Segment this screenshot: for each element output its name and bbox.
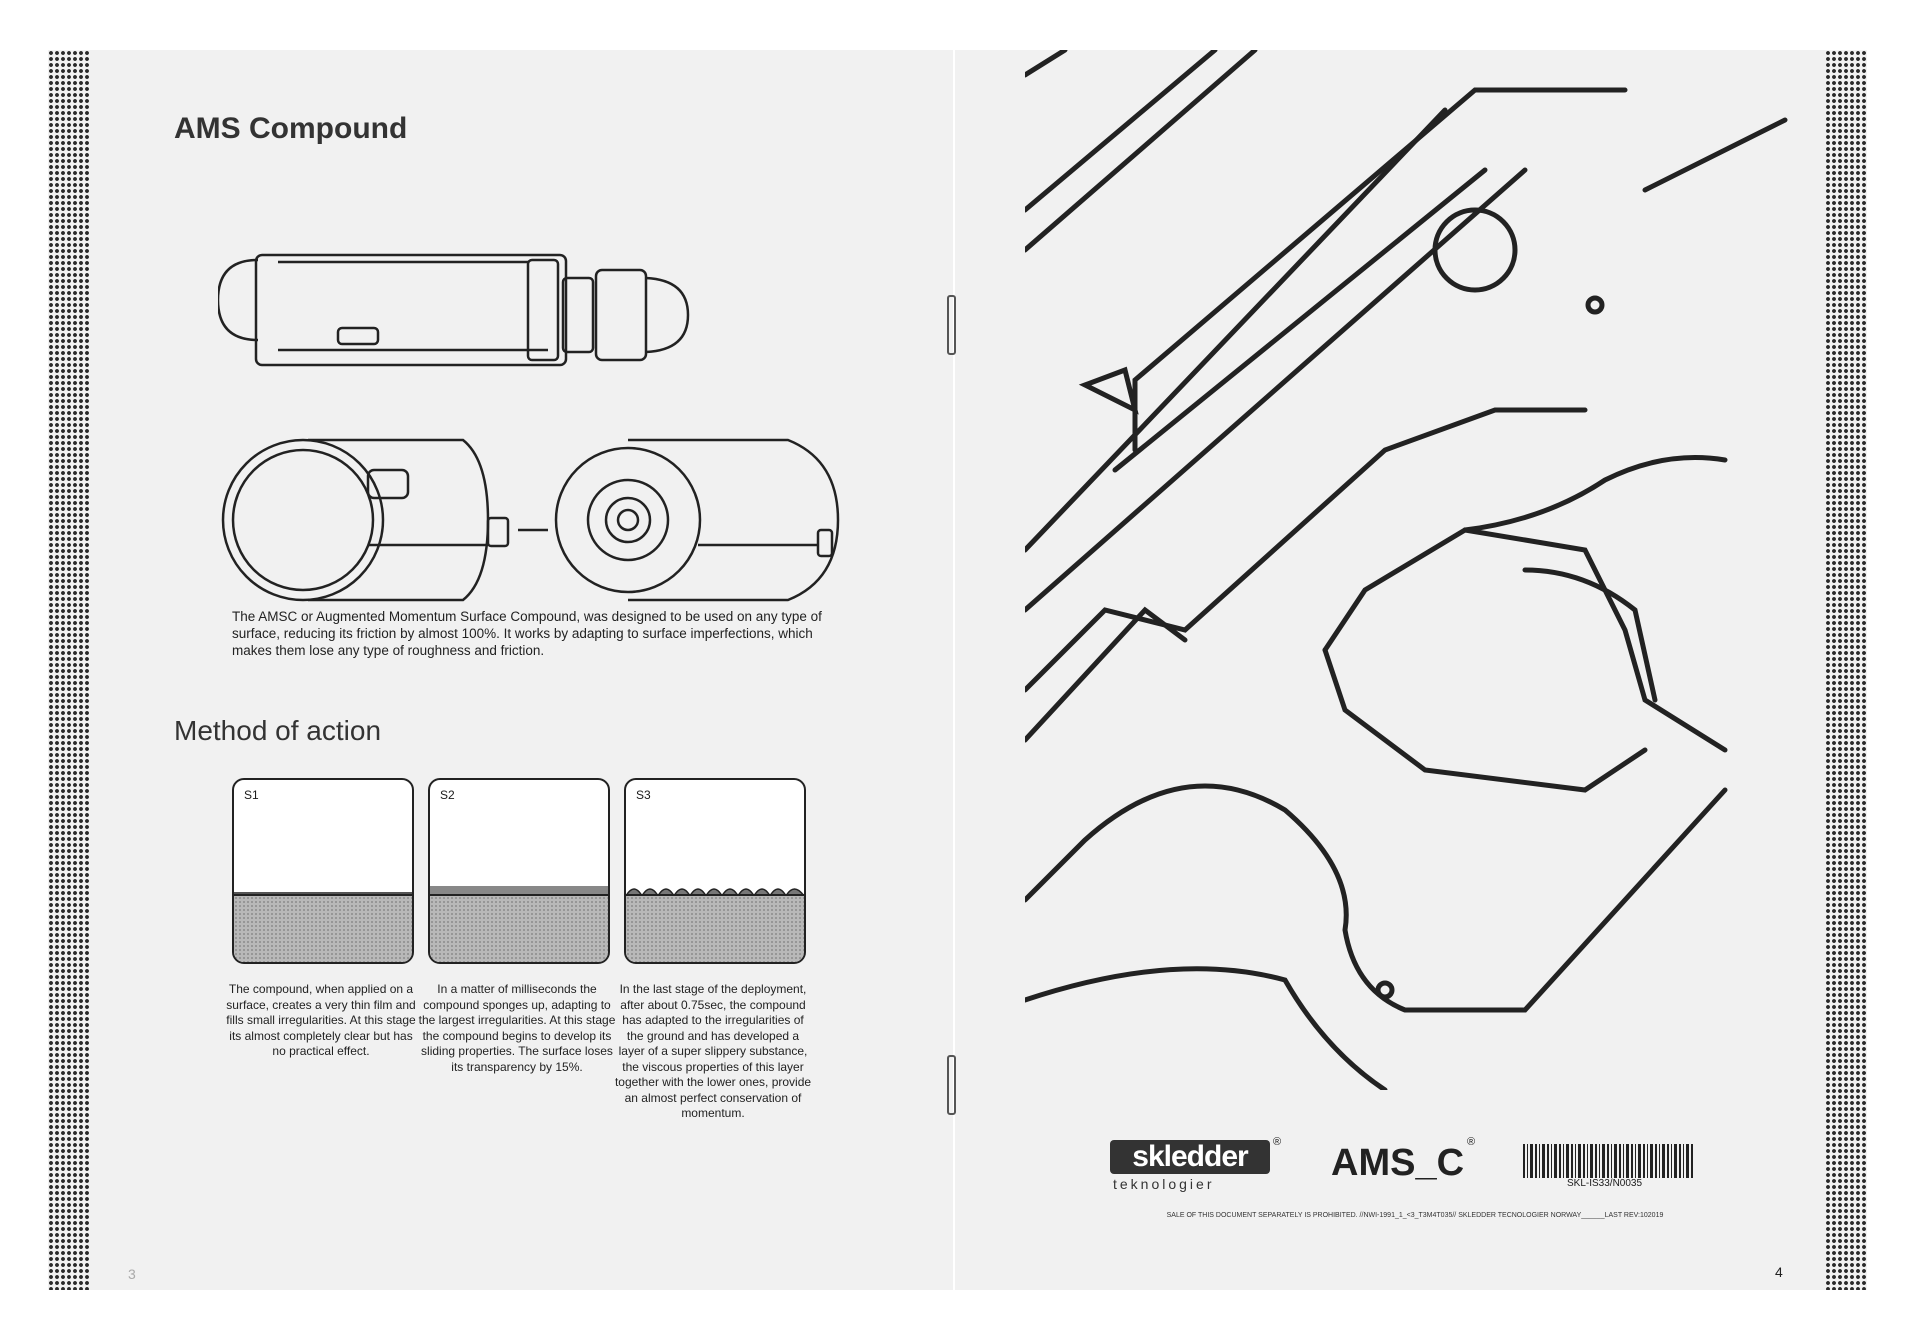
ground-layer (430, 894, 608, 962)
right-page (955, 50, 1867, 1290)
stage-label: S2 (440, 788, 455, 802)
product-closeup-illustration (1025, 50, 1825, 1090)
page-number: 3 (128, 1266, 136, 1282)
staple (947, 295, 956, 355)
brand-logo: skledder (1110, 1140, 1270, 1174)
stage-label: S1 (244, 788, 259, 802)
stage-label: S3 (636, 788, 651, 802)
barcode-text: SKL-IS33/N0035 (1567, 1178, 1643, 1189)
stage-panel-s2 (428, 778, 610, 964)
page-number: 4 (1775, 1264, 1783, 1280)
registered-mark: ® (1467, 1136, 1476, 1148)
section-title: Method of action (174, 715, 382, 746)
stage-description: In a matter of milliseconds the compound sponges up, adapting to the largest irregularities. At this stage the compound begins to develop its sliding properties. The surface loses its transparency by 15%. (418, 982, 616, 1074)
legal-notice: SALE OF THIS DOCUMENT SEPARATELY IS PROHIBITED. //NWI-1991_1_<3_T3M4T035// SKLEDDER TECNOLOGIER NORWAY______LAST REV:102019 (1166, 1212, 1664, 1219)
product-illustration (218, 200, 858, 620)
barcode (1523, 1144, 1693, 1178)
stage-panel-s1 (232, 778, 414, 964)
staple (947, 1055, 956, 1115)
ground-layer (234, 894, 412, 962)
registered-mark: ® (1273, 1136, 1282, 1148)
ground-layer (626, 894, 804, 962)
halftone-border (1825, 50, 1867, 1290)
stage-description: In the last stage of the deployment, after about 0.75sec, the compound has adapted to the irregularities of the ground and has developed a layer of a super slippery substance, the viscous properties of this layer together with the lower ones, provide an almost perfect conservation of momentum. (614, 982, 812, 1120)
brand-subtitle: teknologier (1113, 1176, 1215, 1192)
page-title: AMS Compound (174, 112, 408, 145)
product-name: AMS_C (1331, 1142, 1465, 1184)
halftone-border (48, 50, 90, 1290)
intro-paragraph: The AMSC or Augmented Momentum Surface Compound, was designed to be used on any type of surface, reducing its friction by almost 100%. It works by adapting to surface imperfections, which makes them lose any type of roughness and friction. (232, 609, 822, 658)
left-page (48, 50, 953, 1290)
stage-panel-s3 (624, 778, 806, 964)
stage-description: The compound, when applied on a surface, creates a very thin film and fills small irregularities. At this stage its almost completely clear but has no practical effect. (226, 982, 416, 1058)
